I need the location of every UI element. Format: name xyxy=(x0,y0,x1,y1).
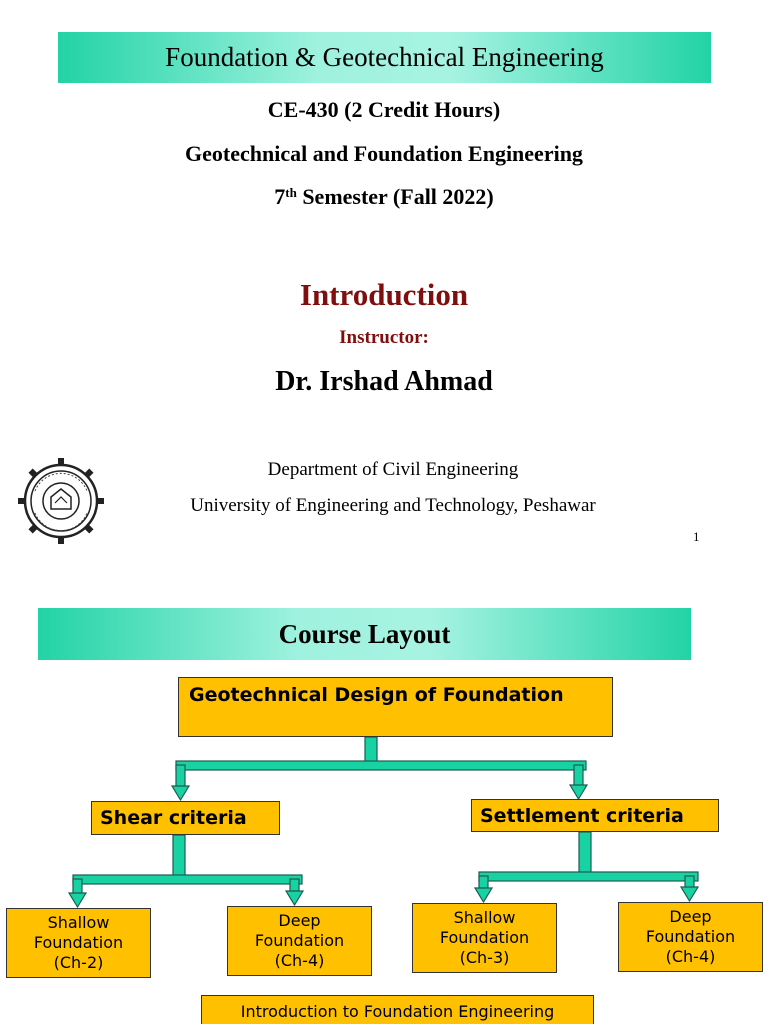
connector-left-drop xyxy=(176,765,185,788)
slide-number: 1 xyxy=(693,529,700,544)
university-name: University of Engineering and Technology, Peshawar xyxy=(190,495,596,516)
arrow-to-shear xyxy=(172,786,189,800)
instructor-label: Instructor: xyxy=(339,327,429,348)
leaf-line: (Ch-4) xyxy=(665,947,716,966)
leaf-line: Foundation xyxy=(439,928,530,947)
semester-suffix: th xyxy=(285,185,297,200)
leaf-line: (Ch-3) xyxy=(459,948,510,967)
leaf-line: Foundation xyxy=(33,933,124,952)
leaf-line: Foundation xyxy=(645,927,736,946)
arrow-to-deep-ch4-left xyxy=(286,891,303,905)
deep-foundation-ch4-left-box xyxy=(227,906,372,976)
semester-rest: Semester (Fall 2022) xyxy=(296,184,494,209)
course-layout-title: Course Layout xyxy=(278,618,451,649)
arrow-to-shallow-ch2 xyxy=(69,893,86,907)
title-banner xyxy=(58,32,711,83)
leaf-line: Shallow xyxy=(47,913,110,932)
connector-settlement-stem xyxy=(579,832,591,873)
course-layout-banner xyxy=(38,608,691,660)
leaf-line: (Ch-4) xyxy=(274,951,325,970)
connector-settlement-bar xyxy=(479,872,698,881)
semester-number: 7 xyxy=(274,184,286,209)
arrow-to-settlement xyxy=(570,785,587,799)
geotechnical-design-box: Geotechnical Design of Foundation xyxy=(178,677,613,737)
connector-right-drop xyxy=(574,765,583,787)
shear-criteria-box: Shear criteria xyxy=(91,801,280,835)
leaf-line: (Ch-2) xyxy=(53,953,104,972)
connector-top-bar xyxy=(176,761,586,770)
intro-foundation-engineering-box: Introduction to Foundation Engineering xyxy=(201,995,594,1024)
arrow-to-deep-ch4-right xyxy=(681,887,698,901)
slide-heading: Introduction xyxy=(299,277,469,312)
connector-top-stem xyxy=(365,737,377,762)
semester-line xyxy=(0,184,768,210)
shallow-foundation-ch3-box xyxy=(412,903,557,973)
shallow-foundation-ch2-box xyxy=(6,908,151,978)
department-name: Department of Civil Engineering xyxy=(267,459,519,480)
settlement-criteria-box: Settlement criteria xyxy=(471,799,719,832)
instructor-name: Dr. Irshad Ahmad xyxy=(275,366,493,397)
leaf-line: Deep xyxy=(669,907,712,926)
deep-foundation-ch4-right-box xyxy=(618,902,763,972)
course-code: CE-430 (2 Credit Hours) xyxy=(267,97,501,122)
leaf-line: Deep xyxy=(278,911,321,930)
course-subject: Geotechnical and Foundation Engineering xyxy=(185,141,583,166)
leaf-line: Shallow xyxy=(453,908,516,927)
connector-shear-stem xyxy=(173,835,185,876)
arrow-to-shallow-ch3 xyxy=(475,888,492,902)
banner-title: Foundation & Geotechnical Engineering xyxy=(165,42,604,72)
connector-shear-bar xyxy=(73,875,302,884)
leaf-line: Foundation xyxy=(254,931,345,950)
university-gear-seal-icon xyxy=(10,457,112,545)
